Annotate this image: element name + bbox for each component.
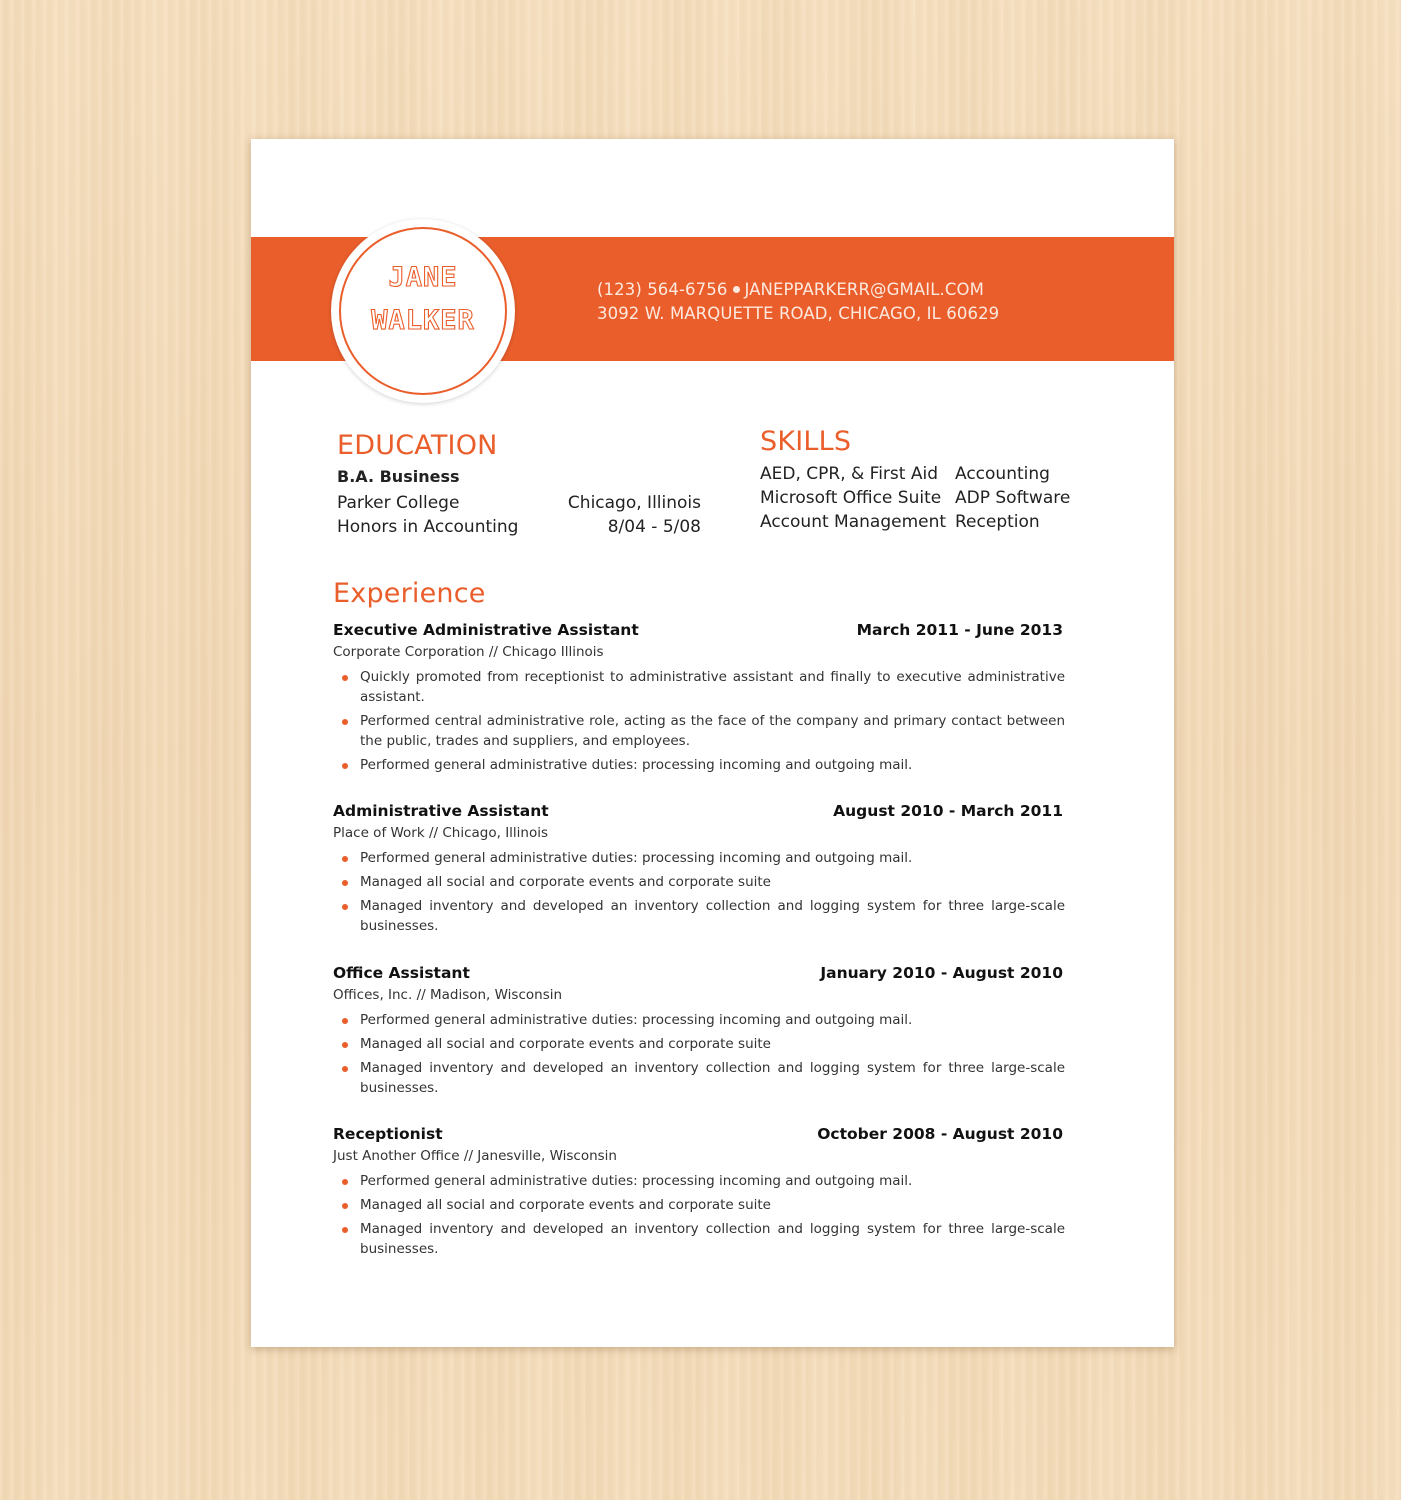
honors: Honors in Accounting	[337, 517, 519, 537]
job-bullets	[333, 667, 1065, 775]
bullet-icon	[342, 1042, 348, 1048]
separator-dot-icon	[733, 286, 740, 293]
skill-item: Reception	[955, 512, 1040, 532]
bullet-icon	[342, 719, 348, 725]
list-item: Performed general administrative duties: processing incoming and outgoing mail.	[333, 755, 1065, 775]
job-company: Place of Work // Chicago, Illinois	[333, 825, 549, 841]
job-bullets	[333, 1010, 1065, 1098]
bullet-icon	[342, 1227, 348, 1233]
resume-page	[251, 139, 1174, 1347]
education-section	[337, 467, 701, 539]
list-item: Managed all social and corporate events and corporate suite	[333, 872, 1065, 892]
school-location: Chicago, Illinois	[567, 493, 701, 513]
name-badge	[331, 219, 515, 403]
bullet-icon	[342, 904, 348, 910]
list-item: Managed all social and corporate events and corporate suite	[333, 1195, 1065, 1215]
experience-title: Experience	[333, 578, 486, 609]
bullet-icon	[342, 880, 348, 886]
job-company: Offices, Inc. // Madison, Wisconsin	[333, 987, 563, 1003]
job-entry	[333, 619, 1065, 779]
list-item: Managed inventory and developed an inventory collection and logging system for three large-scale businesses.	[333, 896, 1065, 936]
job-dates: January 2010 - August 2010	[820, 964, 1063, 982]
last-name: WALKER	[371, 305, 475, 336]
skill-item: AED, CPR, & First Aid	[760, 464, 938, 484]
bullet-icon	[342, 1179, 348, 1185]
degree: B.A. Business	[337, 467, 460, 486]
skill-item: Accounting	[955, 464, 1050, 484]
job-title: Office Assistant	[333, 964, 470, 982]
list-item: Performed general administrative duties: processing incoming and outgoing mail.	[333, 1010, 1065, 1030]
job-company: Just Another Office // Janesville, Wisconsin	[333, 1148, 617, 1164]
job-dates: August 2010 - March 2011	[833, 802, 1063, 820]
job-title: Receptionist	[333, 1125, 443, 1143]
bullet-icon	[342, 675, 348, 681]
school: Parker College	[337, 493, 460, 513]
skills-title: SKILLS	[760, 426, 852, 457]
email: JANEPPARKERR@GMAIL.COM	[744, 280, 984, 299]
job-entry	[333, 1123, 1065, 1263]
job-entry	[333, 962, 1065, 1102]
contact-info	[597, 278, 999, 326]
bullet-icon	[342, 1203, 348, 1209]
job-bullets	[333, 848, 1065, 936]
job-bullets	[333, 1171, 1065, 1259]
education-dates: 8/04 - 5/08	[607, 517, 701, 537]
job-title: Administrative Assistant	[333, 802, 549, 820]
bullet-icon	[342, 763, 348, 769]
bullet-icon	[342, 856, 348, 862]
bullet-icon	[342, 1066, 348, 1072]
skill-item: ADP Software	[955, 488, 1071, 508]
skill-item: Account Management	[760, 512, 947, 532]
job-dates: October 2008 - August 2010	[817, 1125, 1063, 1143]
job-title: Executive Administrative Assistant	[333, 621, 639, 639]
education-title: EDUCATION	[337, 430, 498, 461]
address: 3092 W. MARQUETTE ROAD, CHICAGO, IL 60629	[597, 304, 1000, 323]
phone: (123) 564-6756	[597, 280, 728, 299]
bullet-icon	[342, 1018, 348, 1024]
first-name: JANE	[388, 262, 458, 293]
job-company: Corporate Corporation // Chicago Illinois	[333, 644, 604, 660]
list-item: Managed inventory and developed an inventory collection and logging system for three large-scale businesses.	[333, 1219, 1065, 1259]
list-item: Performed central administrative role, acting as the face of the company and primary contact between the public, trades and suppliers, and employees.	[333, 711, 1065, 751]
job-dates: March 2011 - June 2013	[856, 621, 1063, 639]
list-item: Managed inventory and developed an inventory collection and logging system for three large-scale businesses.	[333, 1058, 1065, 1098]
job-entry	[333, 800, 1065, 940]
skill-item: Microsoft Office Suite	[760, 488, 942, 508]
list-item: Managed all social and corporate events and corporate suite	[333, 1034, 1065, 1054]
skills-column-2	[955, 462, 1070, 534]
list-item: Performed general administrative duties: processing incoming and outgoing mail.	[333, 1171, 1065, 1191]
list-item: Performed general administrative duties: processing incoming and outgoing mail.	[333, 848, 1065, 868]
list-item: Quickly promoted from receptionist to administrative assistant and finally to executive administrative assistant.	[333, 667, 1065, 707]
skills-column-1	[760, 462, 946, 534]
